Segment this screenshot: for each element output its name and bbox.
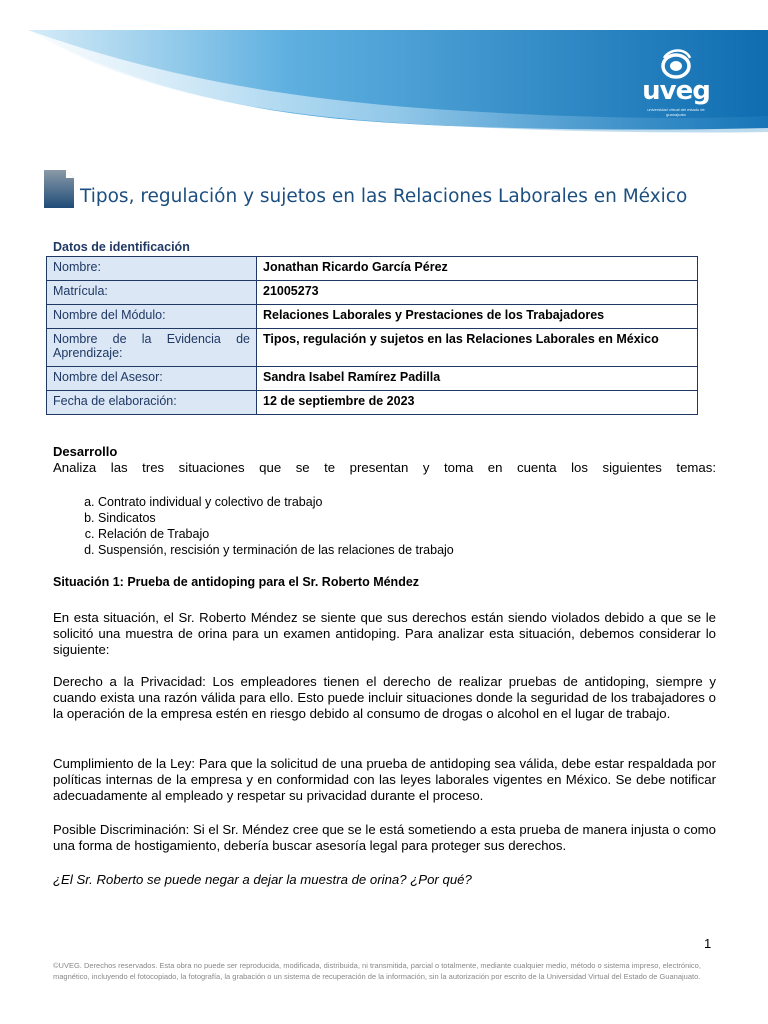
document-icon bbox=[42, 168, 76, 210]
row-value: 21005273 bbox=[257, 281, 698, 305]
row-value: Jonathan Ricardo García Pérez bbox=[257, 257, 698, 281]
row-value: Tipos, regulación y sujetos en las Relaciones Laborales en México bbox=[257, 329, 698, 367]
development-heading: Desarrollo bbox=[53, 444, 118, 459]
table-row bbox=[47, 257, 698, 281]
question-text: ¿El Sr. Roberto se puede negar a dejar la muestra de orina? ¿Por qué? bbox=[53, 872, 472, 887]
paragraph: En esta situación, el Sr. Roberto Méndez se siente que sus derechos están siendo violados debido a que se le solicitó una muestra de orina para un examen antidoping. Para analizar esta situación, debemos considerar lo siguiente: bbox=[53, 610, 716, 657]
list-item: b. Sindicatos bbox=[98, 510, 454, 526]
table-row bbox=[47, 305, 698, 329]
list-item: d. Suspensión, rescisión y terminación de las relaciones de trabajo bbox=[98, 542, 454, 558]
row-label: Nombre de la Evidencia de Aprendizaje: bbox=[47, 329, 257, 367]
logo-subtext: universidad virtual del estado de guanajuato bbox=[647, 107, 705, 117]
development-intro: Analiza las tres situaciones que se te presentan y toma en cuenta los siguientes temas: bbox=[53, 460, 716, 475]
table-row bbox=[47, 391, 698, 415]
row-label: Nombre del Módulo: bbox=[47, 305, 257, 329]
situation-heading: Situación 1: Prueba de antidoping para el Sr. Roberto Méndez bbox=[53, 575, 420, 589]
table-row bbox=[47, 281, 698, 305]
copyright-footer: ©UVEG. Derechos reservados. Esta obra no puede ser reproducida, modificada, distribuida, ni transmitida, parcial o totalmente, mediante cualquier medio, método o sistema impreso, electrónico, magnético, incluyendo el fotocopiado, la fotografía, la grabación o un sistema de recuperación de la información, sin la autorización por escrito de la Universidad Virtual del Estado de Guanajuato. bbox=[53, 961, 701, 981]
row-value: Relaciones Laborales y Prestaciones de los Trabajadores bbox=[257, 305, 698, 329]
paragraph: Posible Discriminación: Si el Sr. Méndez cree que se le está sometiendo a esta prueba de manera injusta o como una forma de hostigamiento, debería buscar asesoría legal para proteger sus derechos. bbox=[53, 822, 716, 853]
row-label: Fecha de elaboración: bbox=[47, 391, 257, 415]
row-value: Sandra Isabel Ramírez Padilla bbox=[257, 367, 698, 391]
row-label: Nombre: bbox=[47, 257, 257, 281]
table-row bbox=[47, 329, 698, 367]
page-number: 1 bbox=[704, 936, 712, 951]
paragraph: Derecho a la Privacidad: Los empleadores tienen el derecho de realizar pruebas de antidoping, siempre y cuando exista una razón válida para ello. Esto puede incluir situaciones donde la seguridad de los trabajadores o la operación de la empresa estén en riesgo debido al consumo de drogas o alcohol en el lugar de trabajo. bbox=[53, 674, 716, 721]
row-label: Nombre del Asesor: bbox=[47, 367, 257, 391]
topics-list bbox=[53, 494, 454, 558]
uveg-logo bbox=[636, 44, 716, 122]
list-item: c. Relación de Trabajo bbox=[98, 526, 454, 542]
paragraph: Cumplimiento de la Ley: Para que la solicitud de una prueba de antidoping sea válida, debe estar respaldada por políticas internas de la empresa y en conformidad con las leyes laborales vigentes en México. Se debe notificar adecuadamente al empleado y respetar su privacidad durante el proceso. bbox=[53, 756, 716, 803]
identification-table bbox=[46, 256, 698, 415]
table-row bbox=[47, 367, 698, 391]
row-label: Matrícula: bbox=[47, 281, 257, 305]
logo-wordmark: uveg bbox=[642, 76, 710, 106]
row-value: 12 de septiembre de 2023 bbox=[257, 391, 698, 415]
list-item: a. Contrato individual y colectivo de trabajo bbox=[98, 494, 454, 510]
identification-heading: Datos de identificación bbox=[53, 240, 190, 254]
document-title: Tipos, regulación y sujetos en las Relaciones Laborales en México bbox=[80, 186, 688, 207]
